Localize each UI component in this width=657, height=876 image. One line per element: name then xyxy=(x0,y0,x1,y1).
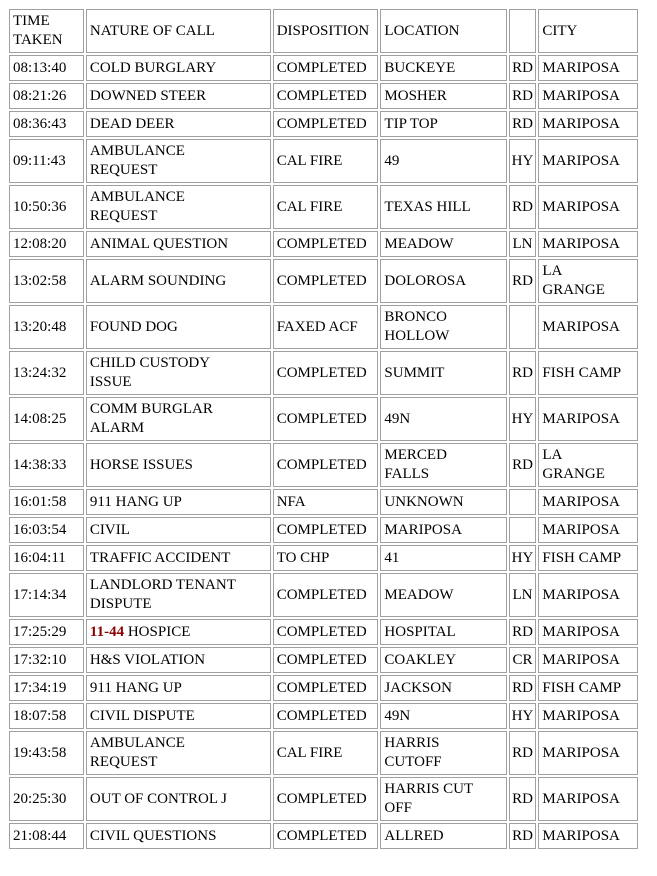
nature-text: DOWNED STEER xyxy=(89,87,207,104)
time-cell: 08:36:43 xyxy=(9,111,84,137)
time-cell: 19:43:58 xyxy=(9,731,84,775)
time-cell: 13:02:58 xyxy=(9,259,84,303)
nature-cell xyxy=(86,573,271,617)
time-cell: 14:08:25 xyxy=(9,397,84,441)
location-cell: 49N xyxy=(380,397,506,441)
nature-text: LANDLORD TENANT DISPUTE xyxy=(89,577,236,612)
location-cell: MARIPOSA xyxy=(380,517,506,543)
call-log-table xyxy=(7,7,640,851)
disposition-cell: COMPLETED xyxy=(273,619,379,645)
header-row xyxy=(9,9,638,53)
nature-cell xyxy=(86,185,271,229)
location-cell: 41 xyxy=(380,545,506,571)
time-cell: 08:13:40 xyxy=(9,55,84,81)
city-cell: MARIPOSA xyxy=(538,83,638,109)
nature-cell xyxy=(86,731,271,775)
nature-cell xyxy=(86,517,271,543)
city-cell: MARIPOSA xyxy=(538,703,638,729)
table-row xyxy=(9,443,638,487)
city-cell: MARIPOSA xyxy=(538,231,638,257)
nature-text: 911 HANG UP xyxy=(89,493,182,510)
nature-cell xyxy=(86,351,271,395)
nature-text: COLD BURGLARY xyxy=(89,59,217,76)
nature-cell xyxy=(86,545,271,571)
disposition-cell: FAXED ACF xyxy=(273,305,379,349)
road-type-cell: RD xyxy=(509,619,537,645)
nature-text: TRAFFIC ACCIDENT xyxy=(89,549,231,566)
nature-cell xyxy=(86,259,271,303)
location-cell: JACKSON xyxy=(380,675,506,701)
city-cell: MARIPOSA xyxy=(538,517,638,543)
time-cell: 17:14:34 xyxy=(9,573,84,617)
header-nature-of-call: NATURE OF CALL xyxy=(86,9,271,53)
header-time-taken: TIME TAKEN xyxy=(9,9,84,53)
nature-cell xyxy=(86,231,271,257)
city-cell: MARIPOSA xyxy=(538,185,638,229)
location-cell: MERCED FALLS xyxy=(380,443,506,487)
table-row xyxy=(9,545,638,571)
road-type-cell xyxy=(509,517,537,543)
road-type-cell: HY xyxy=(509,545,537,571)
nature-text: DEAD DEER xyxy=(89,115,175,132)
time-cell: 18:07:58 xyxy=(9,703,84,729)
nature-text: OUT OF CONTROL J xyxy=(89,790,228,807)
city-cell: MARIPOSA xyxy=(538,647,638,673)
disposition-cell: COMPLETED xyxy=(273,351,379,395)
table-row xyxy=(9,619,638,645)
location-cell: 49N xyxy=(380,703,506,729)
nature-text: AMBULANCE REQUEST xyxy=(89,735,185,770)
city-cell: MARIPOSA xyxy=(538,823,638,849)
location-cell: UNKNOWN xyxy=(380,489,506,515)
road-type-cell: RD xyxy=(509,675,537,701)
nature-text: CHILD CUSTODY ISSUE xyxy=(89,355,211,390)
radio-code: 11-44 xyxy=(89,623,125,640)
table-row xyxy=(9,305,638,349)
time-cell: 13:24:32 xyxy=(9,351,84,395)
location-cell: TIP TOP xyxy=(380,111,506,137)
nature-text: COMM BURGLAR ALARM xyxy=(89,401,213,436)
road-type-cell: RD xyxy=(509,259,537,303)
nature-text: HOSPICE xyxy=(124,623,191,640)
location-cell: ALLRED xyxy=(380,823,506,849)
location-cell: BUCKEYE xyxy=(380,55,506,81)
city-cell: MARIPOSA xyxy=(538,305,638,349)
nature-cell xyxy=(86,305,271,349)
table-row xyxy=(9,703,638,729)
city-cell: LA GRANGE xyxy=(538,259,638,303)
nature-text: AMBULANCE REQUEST xyxy=(89,143,185,178)
header-location: LOCATION xyxy=(380,9,506,53)
road-type-cell: HY xyxy=(509,397,537,441)
city-cell: MARIPOSA xyxy=(538,731,638,775)
nature-cell xyxy=(86,443,271,487)
table-row xyxy=(9,111,638,137)
nature-cell xyxy=(86,823,271,849)
city-cell: MARIPOSA xyxy=(538,573,638,617)
disposition-cell: NFA xyxy=(273,489,379,515)
disposition-cell: COMPLETED xyxy=(273,259,379,303)
nature-text: CIVIL xyxy=(89,521,130,538)
nature-text: ALARM SOUNDING xyxy=(89,272,227,289)
nature-cell xyxy=(86,647,271,673)
time-cell: 12:08:20 xyxy=(9,231,84,257)
time-cell: 16:01:58 xyxy=(9,489,84,515)
disposition-cell: COMPLETED xyxy=(273,443,379,487)
road-type-cell: HY xyxy=(509,139,537,183)
time-cell: 09:11:43 xyxy=(9,139,84,183)
nature-cell xyxy=(86,139,271,183)
time-cell: 08:21:26 xyxy=(9,83,84,109)
disposition-cell: COMPLETED xyxy=(273,83,379,109)
disposition-cell: COMPLETED xyxy=(273,777,379,821)
time-cell: 17:32:10 xyxy=(9,647,84,673)
road-type-cell xyxy=(509,305,537,349)
location-cell: DOLOROSA xyxy=(380,259,506,303)
time-cell: 17:25:29 xyxy=(9,619,84,645)
disposition-cell: COMPLETED xyxy=(273,647,379,673)
road-type-cell: HY xyxy=(509,703,537,729)
call-log-body xyxy=(9,55,638,849)
road-type-cell: RD xyxy=(509,731,537,775)
table-row xyxy=(9,573,638,617)
table-row xyxy=(9,139,638,183)
nature-cell xyxy=(86,55,271,81)
road-type-cell: RD xyxy=(509,777,537,821)
header-road-type xyxy=(509,9,537,53)
table-row xyxy=(9,55,638,81)
table-row xyxy=(9,489,638,515)
header-city: CITY xyxy=(538,9,638,53)
time-cell: 16:03:54 xyxy=(9,517,84,543)
disposition-cell: COMPLETED xyxy=(273,823,379,849)
nature-cell xyxy=(86,675,271,701)
road-type-cell: LN xyxy=(509,231,537,257)
city-cell: FISH CAMP xyxy=(538,351,638,395)
time-cell: 21:08:44 xyxy=(9,823,84,849)
nature-text: AMBULANCE REQUEST xyxy=(89,189,185,224)
disposition-cell: COMPLETED xyxy=(273,111,379,137)
location-cell: HARRIS CUTOFF xyxy=(380,731,506,775)
disposition-cell: COMPLETED xyxy=(273,703,379,729)
table-row xyxy=(9,397,638,441)
table-row xyxy=(9,647,638,673)
city-cell: MARIPOSA xyxy=(538,139,638,183)
city-cell: FISH CAMP xyxy=(538,675,638,701)
time-cell: 16:04:11 xyxy=(9,545,84,571)
disposition-cell: CAL FIRE xyxy=(273,139,379,183)
location-cell: 49 xyxy=(380,139,506,183)
nature-text: ANIMAL QUESTION xyxy=(89,235,229,252)
location-cell: HARRIS CUT OFF xyxy=(380,777,506,821)
time-cell: 10:50:36 xyxy=(9,185,84,229)
location-cell: COAKLEY xyxy=(380,647,506,673)
time-cell: 14:38:33 xyxy=(9,443,84,487)
table-row xyxy=(9,185,638,229)
nature-text: CIVIL QUESTIONS xyxy=(89,827,217,844)
road-type-cell: RD xyxy=(509,111,537,137)
disposition-cell: COMPLETED xyxy=(273,397,379,441)
road-type-cell: LN xyxy=(509,573,537,617)
nature-text: FOUND DOG xyxy=(89,318,178,335)
table-row xyxy=(9,259,638,303)
location-cell: MOSHER xyxy=(380,83,506,109)
road-type-cell: RD xyxy=(509,185,537,229)
road-type-cell: RD xyxy=(509,55,537,81)
table-row xyxy=(9,231,638,257)
city-cell: MARIPOSA xyxy=(538,619,638,645)
table-row xyxy=(9,777,638,821)
nature-cell xyxy=(86,703,271,729)
location-cell: TEXAS HILL xyxy=(380,185,506,229)
city-cell: MARIPOSA xyxy=(538,489,638,515)
disposition-cell: COMPLETED xyxy=(273,231,379,257)
nature-cell xyxy=(86,111,271,137)
disposition-cell: CAL FIRE xyxy=(273,731,379,775)
table-row xyxy=(9,83,638,109)
nature-text: CIVIL DISPUTE xyxy=(89,707,195,724)
table-row xyxy=(9,675,638,701)
road-type-cell: RD xyxy=(509,443,537,487)
nature-cell xyxy=(86,777,271,821)
city-cell: MARIPOSA xyxy=(538,777,638,821)
nature-text: H&S VIOLATION xyxy=(89,651,206,668)
nature-cell xyxy=(86,397,271,441)
city-cell: MARIPOSA xyxy=(538,397,638,441)
table-row xyxy=(9,731,638,775)
time-cell: 20:25:30 xyxy=(9,777,84,821)
nature-cell xyxy=(86,619,271,645)
table-row xyxy=(9,517,638,543)
header-disposition: DISPOSITION xyxy=(273,9,379,53)
city-cell: LA GRANGE xyxy=(538,443,638,487)
table-row xyxy=(9,823,638,849)
location-cell: MEADOW xyxy=(380,573,506,617)
nature-cell xyxy=(86,489,271,515)
time-cell: 17:34:19 xyxy=(9,675,84,701)
disposition-cell: TO CHP xyxy=(273,545,379,571)
nature-text: 911 HANG UP xyxy=(89,679,182,696)
time-cell: 13:20:48 xyxy=(9,305,84,349)
city-cell: MARIPOSA xyxy=(538,111,638,137)
city-cell: FISH CAMP xyxy=(538,545,638,571)
disposition-cell: COMPLETED xyxy=(273,55,379,81)
location-cell: HOSPITAL xyxy=(380,619,506,645)
nature-cell xyxy=(86,83,271,109)
disposition-cell: CAL FIRE xyxy=(273,185,379,229)
nature-text: HORSE ISSUES xyxy=(89,456,193,473)
road-type-cell xyxy=(509,489,537,515)
disposition-cell: COMPLETED xyxy=(273,517,379,543)
disposition-cell: COMPLETED xyxy=(273,675,379,701)
road-type-cell: RD xyxy=(509,351,537,395)
location-cell: SUMMIT xyxy=(380,351,506,395)
road-type-cell: CR xyxy=(509,647,537,673)
road-type-cell: RD xyxy=(509,83,537,109)
road-type-cell: RD xyxy=(509,823,537,849)
location-cell: MEADOW xyxy=(380,231,506,257)
table-row xyxy=(9,351,638,395)
disposition-cell: COMPLETED xyxy=(273,573,379,617)
city-cell: MARIPOSA xyxy=(538,55,638,81)
location-cell: BRONCO HOLLOW xyxy=(380,305,506,349)
